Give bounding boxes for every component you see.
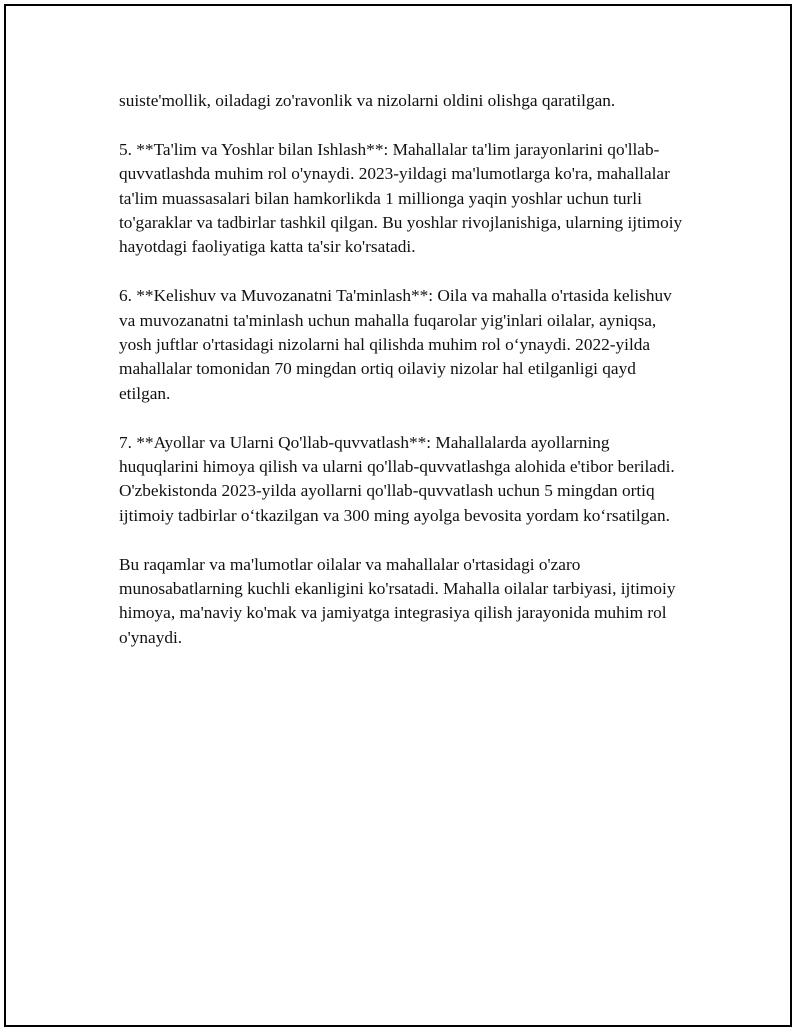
paragraph-continuation: suiste'mollik, oiladagi zo'ravonlik va nizolarni oldini olishga qaratilgan.: [119, 91, 616, 110]
paragraph-conclusion: Bu raqamlar va ma'lumotlar oilalar va mahallalar o'rtasidagi o'zaro munosabatlarning kuchli ekanligini ko'rsatadi. Mahalla oilalar tarbiyasi, ijtimoiy himoya, ma'naviy ko'mak va jamiyatga integrasiya qilish jarayonida muhim rol o'ynaydi.: [119, 554, 676, 647]
paragraph-item-5: 5. **Ta'lim va Yoshlar bilan Ishlash**: Mahallalar ta'lim jarayonlarini qo'llab-quvvatlashda muhim rol o'ynaydi. 2023-yildagi ma'lumotlarga ko'ra, mahallalar ta'lim muassasalari bilan hamkorlikda 1 millionga yaqin yoshlar uchun turli to'garaklar va tadbirlar tashkil qilgan. Bu yoshlar rivojlanishiga, ularning ijtimoiy hayotdagi faoliyatiga katta ta'sir ko'rsatadi.: [119, 139, 683, 257]
document-page: [4, 4, 792, 1027]
document-body: [119, 89, 691, 675]
paragraph-item-6: 6. **Kelishuv va Muvozanatni Ta'minlash**: Oila va mahalla o'rtasida kelishuv va muvozanatni ta'minlash uchun mahalla fuqarolar yig'inlari oilalar, ayniqsa, yosh juftlar o'rtasidagi nizolarni hal qilishda muhim rol oʻynaydi. 2022-yilda mahallalar tomonidan 70 mingdan ortiq oilaviy nizolar hal etilganligi qayd etilgan.: [119, 286, 672, 403]
paragraph-item-7: 7. **Ayollar va Ularni Qo'llab-quvvatlash**: Mahallalarda ayollarning huquqlarini himoya qilish va ularni qo'llab-quvvatlashga alohida e'tibor beriladi. O'zbekistonda 2023-yilda ayollarni qo'llab-quvvatlash uchun 5 mingdan ortiq ijtimoiy tadbirlar oʻtkazilgan va 300 ming ayolga bevosita yordam koʻrsatilgan.: [119, 432, 675, 525]
